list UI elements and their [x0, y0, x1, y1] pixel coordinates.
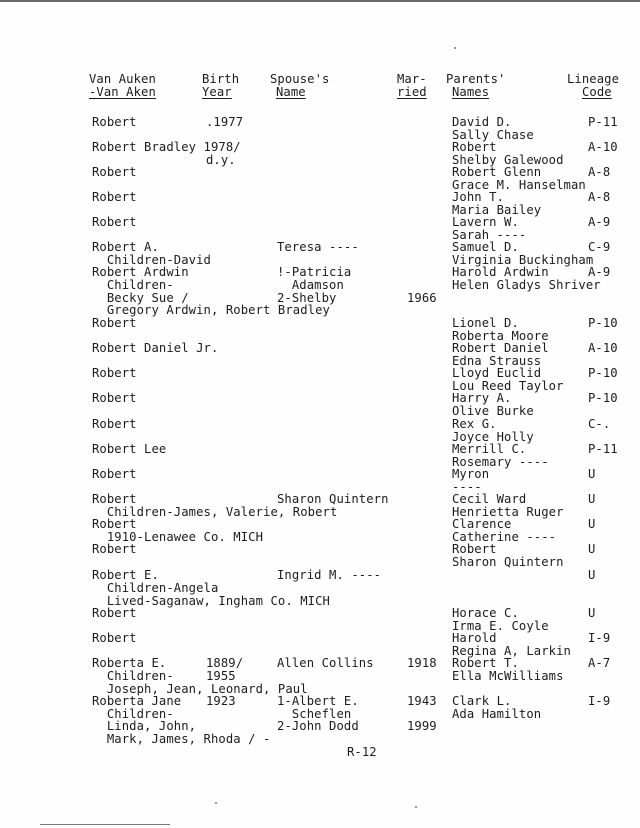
cell-c6: I-9 [588, 694, 611, 708]
cell-c1: Robert [92, 366, 137, 380]
cell-c2: 1923 [206, 694, 236, 708]
cell-c5: Harold [452, 631, 497, 645]
cell-c1: Roberta E. [92, 656, 167, 670]
cell-c5: Sally Chase [452, 128, 534, 142]
header-year: Year [202, 85, 232, 99]
cell-c6: P-10 [588, 316, 618, 330]
cell-c1: Robert [92, 631, 137, 645]
cell-c6: P-10 [588, 391, 618, 405]
cell-c5: Olive Burke [452, 404, 534, 418]
cell-c5: Shelby Galewood [452, 153, 564, 167]
header-spouse: Spouse's [270, 72, 330, 86]
cell-c4: 1943 [407, 694, 437, 708]
cell-c5: John T. [452, 190, 505, 204]
bottom-rule [40, 824, 170, 825]
cell-c1: Gregory Ardwin, Robert Bradley [92, 303, 330, 317]
cell-c1: Robert A. [92, 240, 159, 254]
cell-c1: Children- [92, 669, 174, 683]
cell-c5: Helen Gladys Shriver [452, 278, 601, 292]
cell-c6: P-11 [588, 115, 618, 129]
cell-c1: Robert Ardwin [92, 265, 189, 279]
scan-speck [415, 806, 417, 808]
cell-c3: 2-Shelby [277, 291, 337, 305]
cell-c1: Robert [92, 165, 137, 179]
cell-c5: Maria Bailey [452, 203, 542, 217]
cell-c1: 1910-Lenawee Co. MICH [92, 530, 264, 544]
cell-c5: Myron [452, 467, 490, 481]
cell-c1: Linda, John, [92, 719, 197, 733]
cell-c3: Allen Collins [277, 656, 374, 670]
cell-c1: Lived-Saganaw, Ingham Co. MICH [92, 594, 330, 608]
cell-c5: Lionel D. [452, 316, 519, 330]
cell-c5: Ada Hamilton [452, 707, 542, 721]
cell-c5: Henrietta Ruger [452, 505, 564, 519]
cell-c5: Robert Daniel [452, 341, 549, 355]
cell-c4: 1918 [407, 656, 437, 670]
cell-c2: 1889/ [206, 656, 244, 670]
cell-c1: Robert [92, 517, 137, 531]
cell-c6: U [588, 467, 596, 481]
cell-c5: Lou Reed Taylor [452, 379, 564, 393]
cell-c1: Children-David [92, 253, 211, 267]
cell-c1: Robert [92, 492, 137, 506]
cell-c6: U [588, 542, 596, 556]
cell-c5: Irma E. Coyle [452, 619, 549, 633]
cell-c3: Ingrid M. ---- [277, 568, 382, 582]
cell-c5: Edna Strauss [452, 354, 542, 368]
cell-c1: Robert [92, 215, 137, 229]
cell-c1: Children-Angela [92, 581, 219, 595]
cell-c6: A-10 [588, 140, 618, 154]
cell-c5: Catherine ---- [452, 530, 557, 544]
cell-c5: Clarence [452, 517, 512, 531]
cell-c1: Robert [92, 190, 137, 204]
cell-c5: Robert T. [452, 656, 519, 670]
cell-c6: C-. [588, 417, 611, 431]
header-married-2: ried [397, 85, 427, 99]
cell-c2: d.y. [206, 153, 236, 167]
cell-c6: A-10 [588, 341, 618, 355]
cell-c6: I-9 [588, 631, 611, 645]
header-surname-alt: -Van Aken [89, 85, 156, 99]
scan-speck [454, 47, 456, 49]
cell-c1: Children- [92, 707, 174, 721]
cell-c1: Robert Daniel Jr. [92, 341, 219, 355]
cell-c5: Horace C. [452, 606, 519, 620]
cell-c1: Robert [92, 542, 137, 556]
cell-c1: Becky Sue / [92, 291, 189, 305]
cell-c6: P-11 [588, 442, 618, 456]
cell-c5: Merrill C. [452, 442, 527, 456]
header-surname: Van Auken [89, 72, 156, 86]
cell-c5: Joyce Holly [452, 430, 534, 444]
header-parents-names: Names [452, 85, 490, 99]
header-code: Code [582, 85, 612, 99]
cell-c5: Ella McWilliams [452, 669, 564, 683]
scan-speck [215, 802, 217, 804]
cell-c1: Roberta Jane [92, 694, 182, 708]
cell-c6: U [588, 492, 596, 506]
cell-c6: A-8 [588, 190, 611, 204]
cell-c4: 1966 [407, 291, 437, 305]
cell-c5: Clark L. [452, 694, 512, 708]
cell-c6: A-9 [588, 265, 611, 279]
header-spouse-name: Name [276, 85, 306, 99]
cell-c6: C-9 [588, 240, 611, 254]
cell-c5: Virginia Buckingham [452, 253, 594, 267]
cell-c6: A-7 [588, 656, 611, 670]
cell-c1: Robert [92, 316, 137, 330]
cell-c5: Sharon Quintern [452, 555, 564, 569]
cell-c1: Robert E. [92, 568, 159, 582]
cell-c3: Teresa ---- [277, 240, 359, 254]
cell-c6: P-10 [588, 366, 618, 380]
cell-c5: ---- [452, 480, 482, 494]
cell-c3: !-Patricia [277, 265, 352, 279]
cell-c4: 1999 [407, 719, 437, 733]
cell-c5: Roberta Moore [452, 329, 549, 343]
cell-c5: Grace M. Hanselman [452, 178, 586, 192]
cell-c5: Cecil Ward [452, 492, 527, 506]
cell-c1: Robert [92, 606, 137, 620]
cell-c3: Scheflen [277, 707, 352, 721]
cell-c1: Robert Lee [92, 442, 167, 456]
cell-c5: Samuel D. [452, 240, 519, 254]
cell-c2: .1977 [206, 115, 244, 129]
cell-c1: Robert [92, 467, 137, 481]
cell-c5: Sarah ---- [452, 228, 527, 242]
cell-c6: U [588, 517, 596, 531]
cell-c5: Harry A. [452, 391, 512, 405]
cell-c6: A-9 [588, 215, 611, 229]
cell-c1: Children-James, Valerie, Robert [92, 505, 338, 519]
page-number: R-12 [347, 745, 377, 759]
cell-c1: Robert [92, 417, 137, 431]
header-parents: Parents' [446, 72, 506, 86]
cell-c3: Sharon Quintern [277, 492, 389, 506]
cell-c5: David D. [452, 115, 512, 129]
cell-c3: 1-Albert E. [277, 694, 359, 708]
cell-c1: Robert [92, 391, 137, 405]
header-lineage: Lineage [567, 72, 620, 86]
cell-c1: Joseph, Jean, Leonard, Paul [92, 682, 308, 696]
cell-c3: Adamson [277, 278, 344, 292]
cell-c1: Robert [92, 115, 137, 129]
cell-c1: Robert Bradley 1978/ [92, 140, 241, 154]
cell-c5: Robert Glenn [452, 165, 542, 179]
header-birth: Birth [202, 72, 240, 86]
cell-c5: Lavern W. [452, 215, 519, 229]
top-rule [0, 0, 640, 2]
cell-c6: A-8 [588, 165, 611, 179]
cell-c5: Regina A, Larkin [452, 644, 571, 658]
cell-c6: U [588, 606, 596, 620]
cell-c5: Robert [452, 140, 497, 154]
cell-c5: Rosemary ---- [452, 455, 549, 469]
cell-c5: Lloyd Euclid [452, 366, 542, 380]
cell-c3: 2-John Dodd [277, 719, 359, 733]
header-married: Mar- [397, 72, 427, 86]
cell-c6: U [588, 568, 596, 582]
cell-c1: Children- [92, 278, 174, 292]
cell-c5: Robert [452, 542, 497, 556]
cell-c2: 1955 [206, 669, 236, 683]
cell-c5: Rex G. [452, 417, 497, 431]
cell-c5: Harold Ardwin [452, 265, 549, 279]
cell-c1: Mark, James, Rhoda / - [92, 732, 271, 746]
